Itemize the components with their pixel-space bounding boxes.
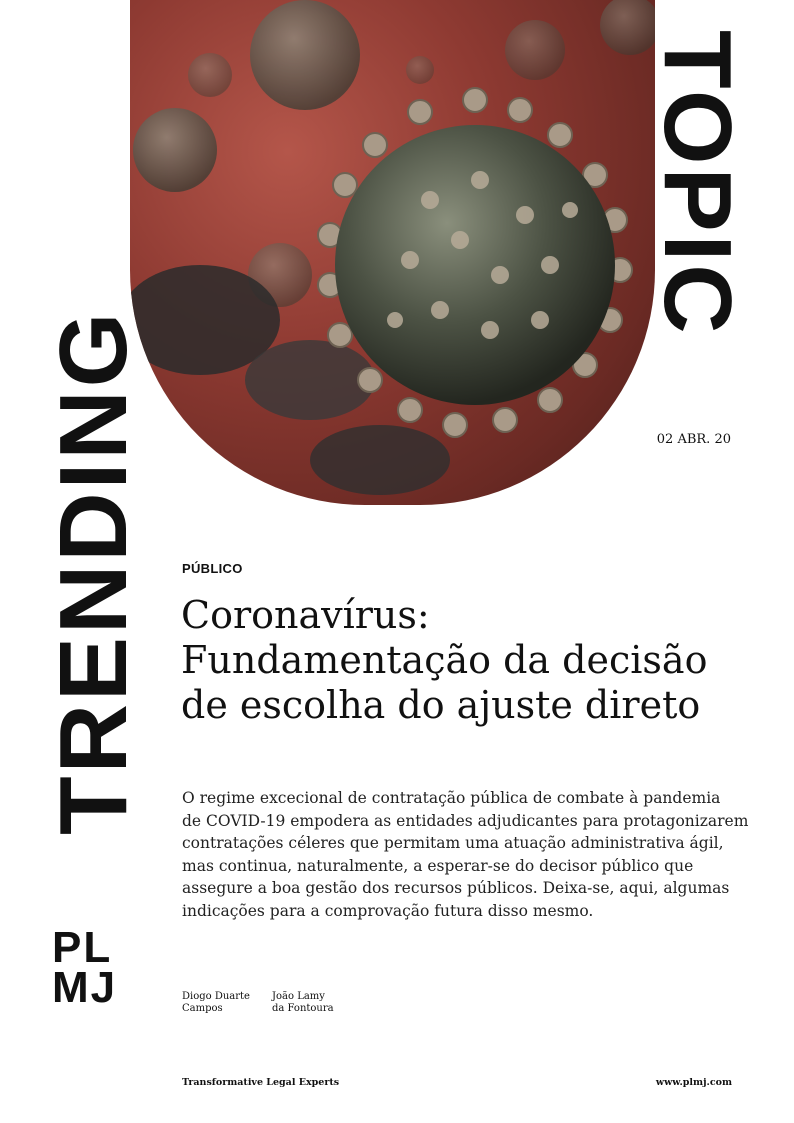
- logo-row-2: MJ: [52, 963, 118, 1012]
- author-1: [182, 991, 250, 1015]
- article-category: PÚBLICO: [182, 561, 243, 576]
- plmj-logo: [52, 923, 134, 1012]
- lead-line: de COVID-19 empodera as entidades adjudicantes para protagonizarem: [182, 811, 749, 830]
- author-first-line: Diogo Duarte: [182, 991, 250, 1002]
- footer-website-link[interactable]: www.plmj.com: [655, 1077, 732, 1088]
- lead-line: indicações para a comprovação futura disso mesmo.: [182, 901, 594, 920]
- logo-row-1: PL: [52, 923, 113, 972]
- publication-date: 02 ABR. 20: [656, 432, 731, 447]
- title-line: Fundamentação da decisão: [181, 638, 708, 682]
- author-first-line: João Lamy: [272, 991, 325, 1002]
- trending-label: TRENDING: [40, 309, 147, 835]
- virus-illustration: [130, 0, 655, 505]
- title-line: Coronavírus:: [181, 593, 430, 637]
- author-second-line: da Fontoura: [272, 1003, 334, 1014]
- footer-tagline: Transformative Legal Experts: [182, 1077, 340, 1088]
- title-line: de escolha do ajuste direto: [181, 683, 701, 727]
- lead-line: O regime excecional de contratação pública de combate à pandemia: [182, 789, 721, 807]
- author-2: [272, 991, 334, 1015]
- lead-line: mas continua, naturalmente, a esperar-se do decisor público que: [182, 856, 694, 875]
- topic-label: TOPIC: [644, 30, 751, 337]
- lead-line: contratações céleres que permitam uma atuação administrativa ágil,: [182, 834, 724, 852]
- author-second-line: Campos: [182, 1003, 223, 1014]
- article-title: [181, 593, 751, 728]
- article-lead: [182, 787, 749, 922]
- lead-line: assegure a boa gestão dos recursos públicos. Deixa-se, aqui, algumas: [182, 879, 730, 897]
- hero-image: [130, 0, 655, 505]
